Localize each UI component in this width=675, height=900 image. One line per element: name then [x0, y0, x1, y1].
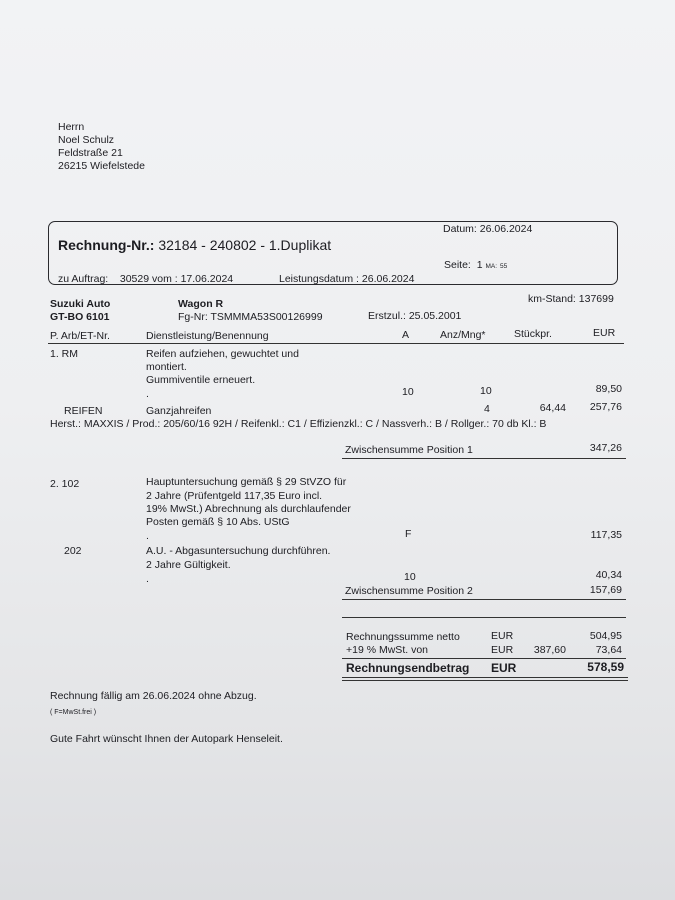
vat-currency: EUR [491, 644, 514, 656]
vat-base: 387,60 [533, 644, 566, 656]
position1-nr: 1. RM [50, 348, 79, 360]
position2-sub-amount: 40,34 [595, 569, 622, 581]
net-amount: 504,95 [589, 630, 622, 642]
part-desc: Ganzjahreifen [146, 405, 212, 417]
recipient-name: Noel Schulz [58, 134, 115, 146]
invoice-date: Datum: 26.06.2024 [443, 223, 533, 235]
position2-a: F [405, 528, 412, 540]
recipient-street: Feldstraße 21 [58, 147, 123, 159]
position2-dot: . [146, 530, 149, 542]
position2-desc-line4: Posten gemäß § 10 Abs. UStG [146, 516, 290, 528]
position2-subtotal-line [342, 599, 626, 600]
final-label: Rechnungsendbetrag [346, 661, 470, 675]
net-label: Rechnungssumme netto [346, 631, 460, 643]
col-header-eur: EUR [593, 327, 616, 339]
tax-legend: ( F=MwSt.frei ) [50, 709, 97, 716]
position2-amount: 117,35 [590, 529, 622, 541]
col-header-qty: Anz/Mng* [440, 329, 486, 341]
totals-top-line [342, 617, 626, 618]
position1-qty: 10 [480, 385, 492, 397]
totals-bottom-line-2 [342, 680, 628, 681]
vat-amount: 73,64 [595, 644, 622, 656]
position1-subtotal-line [342, 458, 626, 459]
position1-desc-line3: Gummiventile erneuert. [146, 374, 256, 386]
table-header-divider [48, 343, 624, 344]
position2-subtotal: 157,69 [589, 584, 622, 596]
position2-sub-a: 10 [404, 571, 416, 583]
payment-due: Rechnung fällig am 26.06.2024 ohne Abzug. [50, 690, 257, 702]
position2-nr: 2. 102 [50, 478, 80, 490]
part-nr: REIFEN [64, 405, 103, 417]
service-date: Leistungsdatum : 26.06.2024 [279, 273, 415, 285]
position2-sub-nr: 202 [64, 545, 82, 557]
order-reference: zu Auftrag: 30529 vom : 17.06.2024 [58, 273, 234, 285]
greeting: Gute Fahrt wünscht Ihnen der Autopark Henseleit. [50, 733, 283, 745]
vin-number: Fg-Nr: TSMMMA53S00126999 [178, 311, 323, 323]
final-amount: 578,59 [587, 660, 624, 674]
part-info: Herst.: MAXXIS / Prod.: 205/60/16 92H / Reifenkl.: C1 / Effizienzkl.: C / Nassverh.: B / Rollger.: 70 db Kl.: B [50, 418, 547, 430]
net-currency: EUR [491, 630, 514, 642]
totals-mid-line [342, 658, 626, 659]
part-amount: 257,76 [589, 401, 622, 413]
final-currency: EUR [491, 661, 517, 675]
recipient-salutation: Herrn [58, 121, 85, 133]
position2-sub-dot: . [146, 573, 149, 585]
vehicle-make: Suzuki Auto [50, 298, 111, 310]
first-registration: Erstzul.: 25.05.2001 [368, 310, 462, 322]
recipient-city: 26215 Wiefelstede [58, 160, 145, 172]
part-qty: 4 [484, 403, 490, 415]
position2-desc-line3: 19% MwSt.) Abrechnung als durchlaufender [146, 503, 351, 515]
col-header-a: A [402, 329, 410, 341]
position1-subtotal: 347,26 [589, 442, 622, 454]
position2-sub-desc-line2: 2 Jahre Gültigkeit. [146, 559, 231, 571]
col-header-unit: Stückpr. [514, 328, 552, 340]
license-plate: GT-BO 6101 [50, 311, 110, 323]
invoice-number: Rechnung-Nr.: 32184 - 240802 - 1.Duplikat [58, 237, 332, 253]
position1-dot: . [146, 388, 149, 400]
col-header-service: Dienstleistung/Benennung [146, 330, 269, 342]
position1-desc-line1: Reifen aufziehen, gewuchtet und [146, 348, 299, 360]
vat-label: +19 % MwSt. von [346, 644, 428, 656]
page-indicator: Seite: 1 MA: 55 [444, 259, 508, 271]
position2-desc-line1: Hauptuntersuchung gemäß § 29 StVZO für [146, 476, 347, 488]
position1-amount: 89,50 [595, 383, 622, 395]
position2-subtotal-label: Zwischensumme Position 2 [345, 585, 473, 597]
col-header-nr: P. Arb/ET-Nr. [50, 330, 110, 342]
position2-desc-line2: 2 Jahre (Prüfentgeld 117,35 Euro incl. [146, 490, 323, 502]
vehicle-model: Wagon R [178, 298, 224, 310]
position1-desc-line2: montiert. [146, 361, 187, 373]
position1-a: 10 [402, 386, 414, 398]
position1-subtotal-label: Zwischensumme Position 1 [345, 444, 473, 456]
part-unit-price: 64,44 [539, 402, 566, 414]
mileage: km-Stand: 137699 [528, 293, 614, 305]
position2-sub-desc-line1: A.U. - Abgasuntersuchung durchführen. [146, 545, 331, 557]
totals-bottom-line-1 [342, 677, 628, 678]
